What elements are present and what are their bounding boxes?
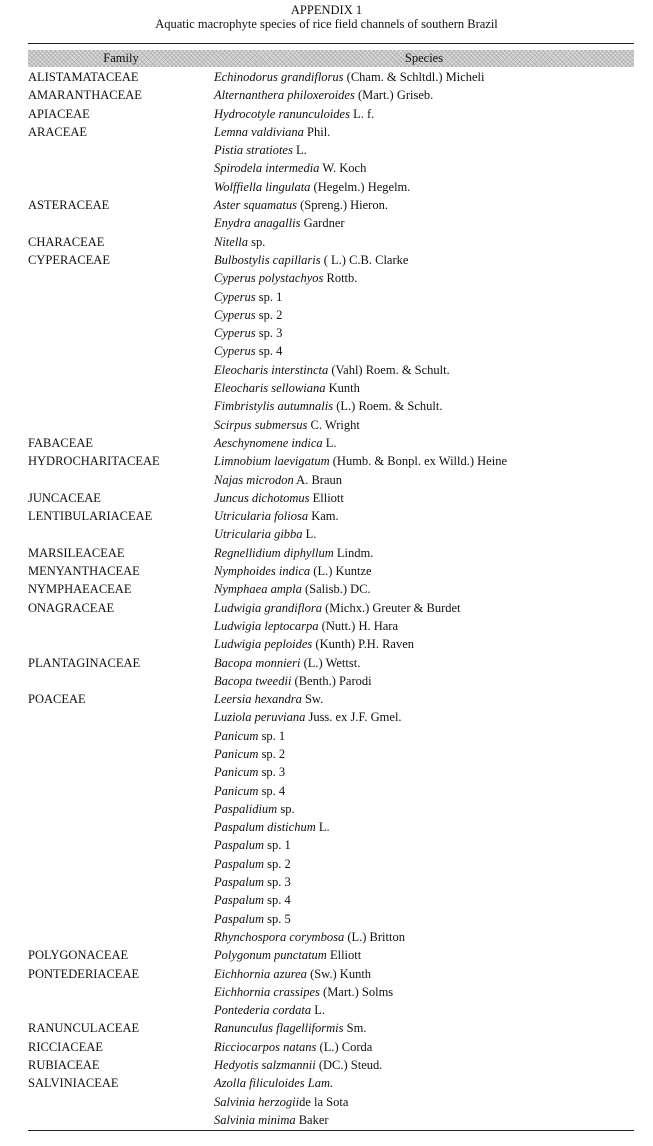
family-cell: PONTEDERIACEAE	[28, 966, 140, 981]
species-cell	[214, 911, 634, 927]
species-binomial: Nymphoides indica	[214, 564, 311, 579]
species-binomial: Utricularia gibba	[214, 527, 303, 542]
family-cell: CHARACEAE	[28, 234, 105, 249]
species-cell	[214, 764, 634, 780]
species-cell	[214, 728, 634, 744]
table-row	[28, 545, 634, 563]
table-row	[28, 966, 634, 984]
species-cell	[214, 179, 634, 195]
appendix-title: APPENDIX 1	[290, 3, 363, 17]
table-row	[28, 1075, 634, 1093]
species-authority: sp.	[277, 801, 295, 816]
table-row	[28, 1002, 634, 1020]
species-cell	[214, 490, 634, 506]
species-binomial: Salvinia minima	[214, 1112, 296, 1127]
species-cell	[214, 69, 634, 85]
species-binomial: Polygonum punctatum	[214, 948, 327, 963]
species-cell	[214, 709, 634, 725]
species-cell	[214, 1094, 634, 1110]
species-cell	[214, 746, 634, 762]
table-row	[28, 160, 634, 178]
species-cell	[214, 837, 634, 853]
species-cell	[214, 1057, 634, 1073]
table-row	[28, 655, 634, 673]
table-row	[28, 398, 634, 416]
species-binomial: Panicum	[214, 746, 259, 761]
species-binomial: Aeschynomene indica	[214, 435, 323, 450]
species-cell	[214, 508, 634, 524]
species-binomial: Bacopa tweedii	[214, 673, 292, 688]
species-cell	[214, 398, 634, 414]
species-cell	[214, 563, 634, 579]
species-authority: sp. 2	[258, 746, 286, 761]
column-header-family: Family	[103, 51, 139, 65]
species-authority: (Spreng.) Hieron.	[297, 198, 388, 213]
table-row	[28, 856, 634, 874]
table-row	[28, 764, 634, 782]
species-authority: (L.) Britton	[344, 929, 405, 944]
family-cell: LENTIBULARIACEAE	[28, 509, 153, 524]
species-authority: sp. 4	[264, 893, 291, 908]
species-authority: sp. 3	[258, 765, 286, 780]
species-binomial: Cyperus	[214, 289, 256, 304]
species-cell	[214, 197, 634, 213]
table-row	[28, 380, 634, 398]
species-cell	[214, 691, 634, 707]
species-authority: Baker	[295, 1112, 329, 1127]
table-row	[28, 801, 634, 819]
species-cell	[214, 362, 634, 378]
species-binomial: Ludwigia leptocarpa	[214, 618, 319, 633]
column-header-species: Species	[404, 51, 444, 65]
appendix-caption: Aquatic macrophyte species of rice field channels of southern Brazil	[155, 17, 498, 31]
species-cell	[214, 966, 634, 982]
species-authority: (L.) Kuntze	[310, 564, 372, 579]
species-binomial: Panicum	[214, 765, 259, 780]
table-row	[28, 179, 634, 197]
species-authority: A. Braun	[293, 472, 343, 487]
species-binomial: Rhynchospora corymbosa	[214, 929, 345, 944]
species-binomial: Cyperus polystachyos	[214, 271, 324, 286]
species-binomial: Paspalidium	[214, 801, 278, 816]
species-binomial: Bulbostylis capillaris	[214, 252, 321, 267]
species-binomial: Ludwigia peploides	[214, 637, 313, 652]
table-row	[28, 270, 634, 288]
family-cell: RUBIACEAE	[28, 1058, 100, 1073]
family-cell: RICCIACEAE	[28, 1039, 103, 1054]
species-table-body	[28, 69, 634, 1130]
species-authority: Elliott	[309, 490, 344, 505]
species-cell	[214, 655, 634, 671]
family-cell: ARACEAE	[28, 124, 88, 139]
species-authority: Elliott	[326, 948, 362, 963]
species-cell	[214, 1002, 634, 1018]
species-authority: sp. 3	[255, 326, 283, 341]
family-cell: SALVINIACEAE	[28, 1076, 119, 1091]
species-cell	[214, 783, 634, 799]
species-authority: sp. 1	[255, 289, 283, 304]
table-row	[28, 728, 634, 746]
species-binomial: Najas microdon	[214, 472, 294, 487]
table-row	[28, 142, 634, 160]
table-row	[28, 636, 634, 654]
species-binomial: Juncus dichotomus	[214, 490, 310, 505]
species-cell	[214, 124, 634, 140]
species-binomial: Bacopa monnieri	[214, 655, 301, 670]
species-authority: (Sw.) Kunth	[306, 966, 372, 981]
table-row	[28, 709, 634, 727]
species-binomial: Eichhornia azurea	[214, 966, 307, 981]
species-authority: Sw.	[301, 692, 324, 707]
species-binomial: Wolffiella lingulata	[214, 179, 311, 194]
table-row	[28, 508, 634, 526]
species-cell	[214, 435, 634, 451]
species-authority: Juss. ex J.F. Gmel.	[305, 710, 402, 725]
species-binomial: Paspalum distichum	[214, 820, 316, 835]
species-cell	[214, 984, 634, 1000]
family-cell: POACEAE	[28, 692, 86, 707]
species-binomial: Salvinia herzogii	[214, 1094, 300, 1109]
species-binomial: Eichhornia crassipes	[214, 984, 320, 999]
table-row	[28, 343, 634, 361]
table-row	[28, 325, 634, 343]
species-authority: (Mart.) Griseb.	[354, 88, 434, 103]
species-authority: L.	[322, 435, 337, 450]
species-cell	[214, 325, 634, 341]
table-row	[28, 581, 634, 599]
species-authority: L.	[311, 1003, 325, 1018]
species-cell	[214, 142, 634, 158]
species-authority: Gardner	[300, 216, 345, 231]
table-row	[28, 837, 634, 855]
species-binomial: Eleocharis sellowiana	[214, 381, 326, 396]
species-cell	[214, 234, 634, 250]
species-binomial: Alternanthera philoxeroides	[214, 88, 355, 103]
species-authority: (Cham. & Schltdl.) Micheli	[343, 70, 485, 84]
table-row	[28, 252, 634, 270]
species-binomial: Fimbristylis autumnalis	[214, 399, 334, 414]
species-binomial: Eleocharis interstincta	[214, 362, 329, 377]
species-authority: L.	[292, 143, 307, 158]
species-authority: sp. 5	[264, 911, 291, 926]
table-row	[28, 453, 634, 471]
species-authority: sp. 4	[258, 783, 286, 798]
species-authority: (Michx.) Greuter & Burdet	[322, 600, 461, 615]
species-binomial: Utricularia foliosa	[214, 509, 309, 524]
species-cell	[214, 636, 634, 652]
species-authority: (Benth.) Parodi	[291, 673, 372, 688]
table-row	[28, 947, 634, 965]
species-cell	[214, 947, 634, 963]
species-cell	[214, 856, 634, 872]
species-binomial: Nymphaea ampla	[214, 582, 302, 597]
table-row	[28, 472, 634, 490]
table-row	[28, 307, 634, 325]
species-binomial: Regnellidium diphyllum	[214, 545, 334, 560]
table-row	[28, 1094, 634, 1112]
species-cell	[214, 545, 634, 561]
species-binomial: Paspalum	[214, 856, 264, 871]
species-cell	[214, 1112, 634, 1128]
species-binomial: Pistia stratiotes	[214, 143, 293, 158]
species-authority: W. Koch	[319, 161, 367, 176]
family-cell: MARSILEACEAE	[28, 545, 125, 560]
species-authority: (Hegelm.) Hegelm.	[310, 179, 411, 194]
table-row	[28, 892, 634, 910]
species-cell	[214, 819, 634, 835]
species-binomial: Panicum	[214, 728, 259, 743]
species-cell	[214, 472, 634, 488]
table-row	[28, 600, 634, 618]
species-authority: Phil.	[303, 124, 331, 139]
table-row	[28, 783, 634, 801]
species-authority: C. Wright	[307, 417, 360, 432]
species-binomial: Nitella	[214, 234, 249, 249]
table-row	[28, 215, 634, 233]
table-row	[28, 1020, 634, 1038]
species-authority: (L.) Corda	[316, 1039, 373, 1054]
table-row	[28, 874, 634, 892]
species-binomial: Paspalum	[214, 838, 264, 853]
family-cell: ASTERACEAE	[28, 198, 110, 213]
species-authority: (L.) Wettst.	[300, 655, 361, 670]
species-cell	[214, 215, 634, 231]
species-authority: L.	[315, 820, 330, 835]
family-cell: MENYANTHACEAE	[28, 564, 140, 579]
species-cell	[214, 892, 634, 908]
species-authority: Kam.	[308, 509, 339, 524]
species-binomial: Cyperus	[214, 326, 256, 341]
species-authority: (Humb. & Bonpl. ex Willd.) Heine	[329, 454, 507, 469]
table-row	[28, 124, 634, 142]
table-bottom-rule	[28, 1130, 634, 1131]
species-cell	[214, 526, 634, 542]
table-row	[28, 746, 634, 764]
species-authority: sp. 1	[264, 838, 291, 853]
species-cell	[214, 801, 634, 817]
species-authority: L. f.	[349, 106, 375, 121]
family-cell: ALISTAMATACEAE	[28, 70, 139, 84]
species-authority: (DC.) Steud.	[315, 1058, 383, 1073]
species-cell	[214, 600, 634, 616]
species-binomial: Scirpus submersus	[214, 417, 308, 432]
species-authority: L.	[302, 527, 317, 542]
species-binomial: Paspalum	[214, 911, 264, 926]
family-cell: AMARANTHACEAE	[28, 88, 142, 103]
table-row	[28, 197, 634, 215]
table-row	[28, 618, 634, 636]
table-row	[28, 417, 634, 435]
species-authority: (Vahl) Roem. & Schult.	[328, 362, 450, 377]
species-binomial: Ranunculus flagelliformis	[214, 1021, 344, 1036]
species-binomial: Spirodela intermedia	[214, 161, 320, 176]
species-authority: (Mart.) Solms	[319, 984, 394, 999]
species-binomial: Leersia hexandra	[214, 692, 302, 707]
species-authority: ( L.) C.B. Clarke	[320, 252, 409, 267]
table-row	[28, 526, 634, 544]
species-cell	[214, 929, 634, 945]
species-cell	[214, 618, 634, 634]
species-binomial: Pontederia cordata	[214, 1003, 312, 1018]
species-cell	[214, 673, 634, 689]
species-cell	[214, 453, 634, 469]
species-authority: sp. 1	[258, 728, 286, 743]
species-binomial: Limnobium laevigatum	[214, 454, 330, 469]
species-binomial: Paspalum	[214, 875, 264, 890]
family-cell: JUNCACEAE	[28, 490, 101, 505]
species-binomial: Echinodorus grandiflorus	[214, 70, 344, 84]
species-binomial: Cyperus	[214, 307, 256, 322]
family-cell: APIACEAE	[28, 106, 90, 121]
table-row	[28, 984, 634, 1002]
species-authority: de la Sota	[299, 1094, 349, 1109]
table-row	[28, 819, 634, 837]
species-authority: (L.) Roem. & Schult.	[333, 399, 443, 414]
table-row	[28, 87, 634, 105]
family-cell: NYMPHAEACEAE	[28, 582, 132, 597]
species-authority: sp. 4	[255, 344, 283, 359]
family-cell: PLANTAGINACEAE	[28, 655, 141, 670]
table-row	[28, 911, 634, 929]
table-row	[28, 106, 634, 124]
species-cell	[214, 307, 634, 323]
table-row	[28, 1112, 634, 1130]
species-cell	[214, 87, 634, 103]
family-cell: RANUNCULACEAE	[28, 1021, 140, 1036]
species-authority: Sm.	[343, 1021, 367, 1036]
species-cell	[214, 417, 634, 433]
species-binomial: Aster squamatus	[214, 198, 297, 213]
species-cell	[214, 289, 634, 305]
species-cell	[214, 106, 634, 122]
table-row	[28, 929, 634, 947]
species-binomial: Enydra anagallis	[214, 216, 301, 231]
species-cell	[214, 1039, 634, 1055]
table-row	[28, 69, 634, 87]
table-row	[28, 563, 634, 581]
species-authority: sp. 2	[255, 307, 283, 322]
species-cell	[214, 160, 634, 176]
species-cell	[214, 1020, 634, 1036]
table-row	[28, 362, 634, 380]
species-binomial: Ricciocarpos natans	[214, 1039, 317, 1054]
species-authority: (Nutt.) H. Hara	[318, 618, 399, 633]
table-row	[28, 673, 634, 691]
species-binomial: Panicum	[214, 783, 259, 798]
table-row	[28, 435, 634, 453]
species-binomial: Hydrocotyle ranunculoides	[214, 106, 350, 121]
species-authority: sp. 3	[264, 875, 291, 890]
species-cell	[214, 581, 634, 597]
species-binomial: Paspalum	[214, 893, 264, 908]
species-cell	[214, 1075, 634, 1091]
species-authority: (Kunth) P.H. Raven	[312, 637, 415, 652]
family-cell: CYPERACEAE	[28, 252, 110, 267]
table-row	[28, 691, 634, 709]
species-cell	[214, 380, 634, 396]
species-authority: Lindm.	[333, 545, 374, 560]
family-cell: HYDROCHARITACEAE	[28, 454, 160, 469]
table-row	[28, 1039, 634, 1057]
species-binomial: Lemna valdiviana	[214, 124, 304, 139]
species-binomial: Hedyotis salzmannii	[214, 1058, 316, 1073]
species-authority: Kunth	[325, 381, 360, 396]
species-binomial: Azolla filiculoides Lam.	[214, 1076, 334, 1091]
species-cell	[214, 343, 634, 359]
table-row	[28, 490, 634, 508]
species-authority: (Salisb.) DC.	[301, 582, 371, 597]
table-row	[28, 234, 634, 252]
family-cell: POLYGONACEAE	[28, 948, 129, 963]
species-cell	[214, 270, 634, 286]
species-binomial: Luziola peruviana	[214, 710, 306, 725]
species-authority: sp. 2	[264, 856, 291, 871]
family-cell: FABACEAE	[28, 435, 94, 450]
species-cell	[214, 252, 634, 268]
table-top-rule	[28, 43, 634, 44]
table-row	[28, 1057, 634, 1075]
species-binomial: Ludwigia grandiflora	[214, 600, 323, 615]
species-cell	[214, 874, 634, 890]
family-cell: ONAGRACEAE	[28, 600, 115, 615]
species-authority: Rottb.	[323, 271, 358, 286]
table-row	[28, 289, 634, 307]
species-authority: sp.	[248, 234, 266, 249]
species-binomial: Cyperus	[214, 344, 256, 359]
